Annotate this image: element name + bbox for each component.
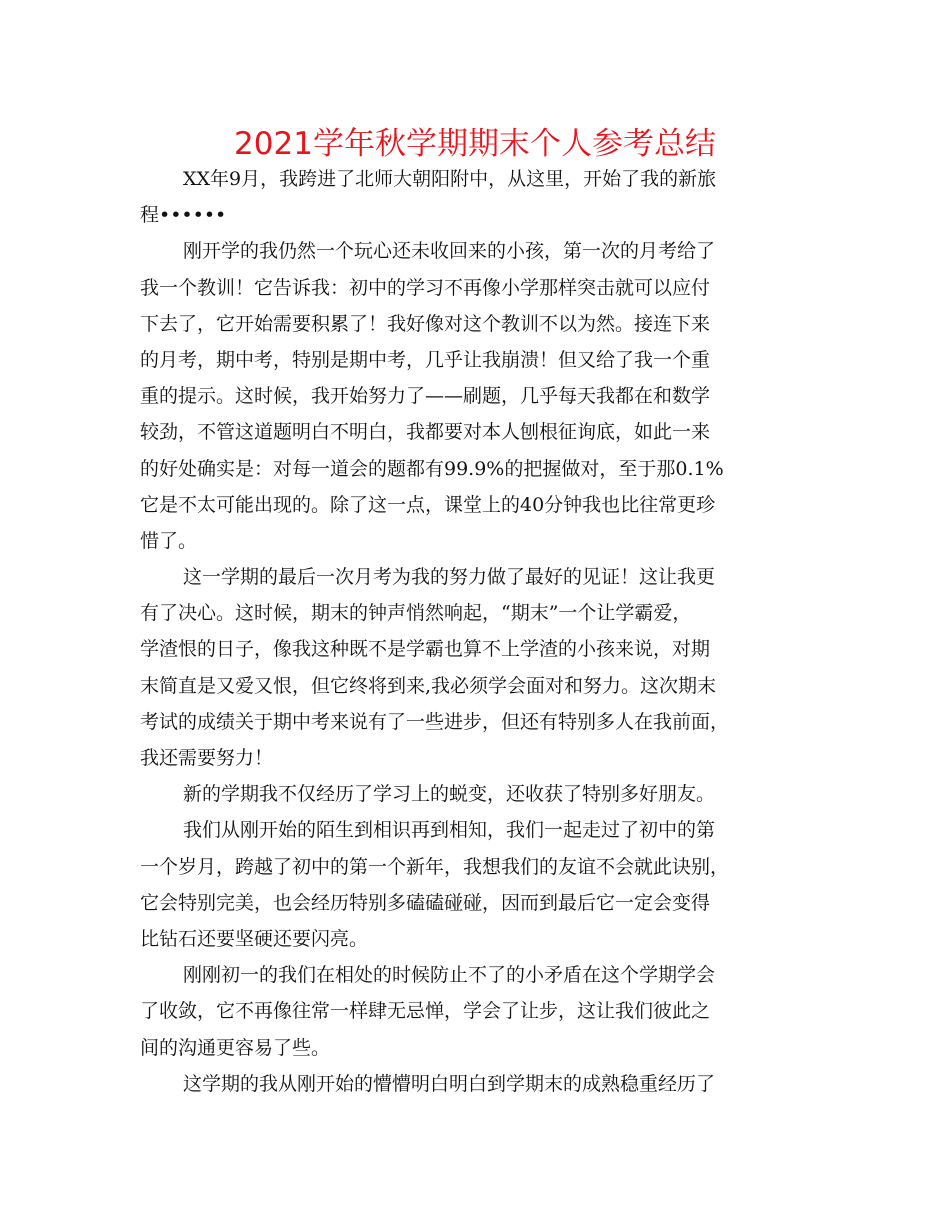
text-line: 较劲，不管这道题明白不明白，我都要对本人刨根征询底，如此一来 (140, 421, 711, 444)
text-line: 的月考，期中考，特别是期中考，几乎让我崩溃！但又给了我一个重 (140, 348, 711, 371)
text-line: 学渣恨的日子，像我这种既不是学霸也算不上学渣的小孩来说，对期 (140, 638, 711, 661)
text-line: 这一学期的最后一次月考为我的努力做了最好的见证！这让我更 (183, 566, 716, 589)
text-line: 我还需要努力！ (140, 747, 274, 769)
text-line: 一个岁月，跨越了初中的第一个新年，我想我们的友谊不会就此诀别， (140, 855, 730, 878)
text-line: 这学期的我从刚开始的懵懵明白明白到学期末的成熟稳重经历了 (183, 1072, 716, 1095)
text-line: 的好处确实是：对每一道会的题都有99.9%的把握做对，至于那0.1% (140, 457, 724, 480)
text-line: 下去了，它开始需要积累了！我好像对这个教训不以为然。接连下来 (140, 312, 711, 335)
text-line: 惜了。 (140, 529, 198, 552)
text-line: XX年9月，我跨进了北师大朝阳附中，从这里，开始了我的新旅 (183, 168, 717, 190)
text-line: 我一个教训！它告诉我：初中的学习不再像小学那样突击就可以应付 (140, 276, 711, 299)
text-line: 考试的成绩关于期中考来说有了一些进步，但还有特别多人在我前面， (140, 710, 730, 733)
text-line: 我们从刚开始的陌生到相识再到相知，我们一起走过了初中的第 (183, 819, 716, 842)
text-line: 刚刚初一的我们在相处的时候防止不了的小矛盾在这个学期学会 (183, 964, 716, 987)
text-line: 比钻石还要坚硬还要闪亮。 (140, 927, 369, 950)
text-line: 了收敛，它不再像往常一样肆无忌惮，学会了让步，这让我们彼此之 (140, 1000, 711, 1023)
text-line: 程•••••• (140, 204, 227, 227)
text-line: 末简直是又爱又恨，但它终将到来,我必须学会面对和努力。这次期末 (140, 674, 717, 697)
document-title: 2021学年秋学期期末个人参考总结 (234, 126, 716, 162)
text-line: 它会特别完美，也会经历特别多磕磕碰碰，因而到最后它一定会变得 (140, 891, 711, 914)
text-line: 有了决心。这时候，期末的钟声悄然响起，“期末”一个让学霸爱， (140, 602, 692, 625)
text-line: 间的沟通更容易了些。 (140, 1036, 331, 1059)
text-line: 它是不太可能出现的。除了这一点，课堂上的40分钟我也比往常更珍 (140, 493, 716, 516)
text-line: 刚开学的我仍然一个玩心还未收回来的小孩，第一次的月考给了 (183, 240, 716, 263)
text-line: 重的提示。这时候，我开始努力了——刷题，几乎每天我都在和数学 (140, 385, 711, 408)
document-body (140, 161, 830, 1102)
text-line: 新的学期我不仅经历了学习上的蜕变，还收获了特别多好朋友。 (183, 783, 716, 806)
